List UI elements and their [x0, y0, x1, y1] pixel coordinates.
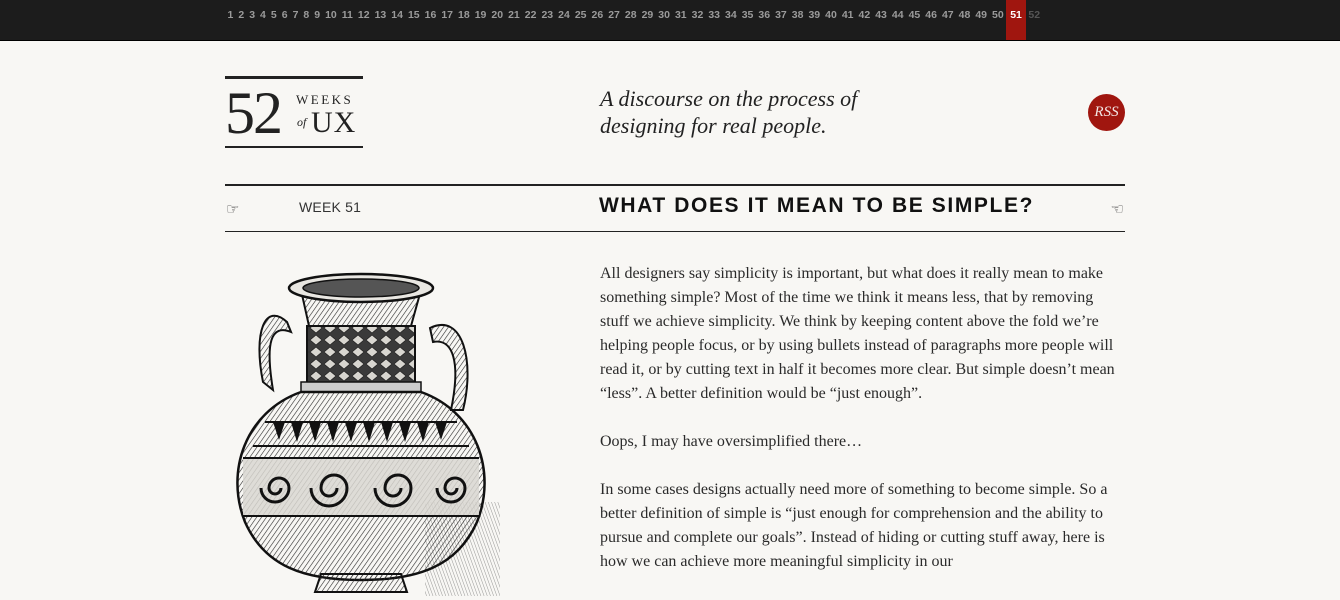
week-link-13[interactable]: 13: [374, 9, 387, 21]
week-navigation-bar: [0, 0, 1340, 41]
week-link-37[interactable]: 37: [775, 9, 787, 21]
week-link-17[interactable]: 17: [441, 9, 454, 21]
week-link-44[interactable]: 44: [891, 9, 904, 21]
week-link-3[interactable]: 3: [249, 9, 256, 21]
week-link-24[interactable]: 24: [558, 9, 570, 21]
week-link-8[interactable]: 8: [303, 9, 310, 21]
week-link-27[interactable]: 27: [608, 9, 620, 21]
week-link-42[interactable]: 42: [858, 9, 871, 21]
week-link-16[interactable]: 16: [424, 9, 437, 21]
site-tagline: [600, 85, 920, 139]
week-links: [225, 0, 1043, 30]
week-link-47[interactable]: 47: [941, 9, 954, 21]
week-link-41[interactable]: 41: [841, 9, 854, 21]
week-link-43[interactable]: 43: [875, 9, 887, 21]
week-link-52[interactable]: 52: [1028, 9, 1041, 21]
week-link-19[interactable]: 19: [474, 9, 487, 21]
week-link-29[interactable]: 29: [641, 9, 654, 21]
post-title: WHAT DOES IT MEAN TO BE SIMPLE?: [599, 194, 1034, 217]
week-link-34[interactable]: 34: [725, 9, 737, 21]
week-link-23[interactable]: 23: [541, 9, 554, 21]
week-link-11[interactable]: 11: [341, 9, 353, 21]
week-link-31[interactable]: 31: [674, 9, 687, 21]
pointing-hand-left-icon[interactable]: ☜: [1110, 200, 1124, 218]
week-link-28[interactable]: 28: [624, 9, 637, 21]
post-title-bar: [225, 184, 1125, 232]
week-link-46[interactable]: 46: [925, 9, 937, 21]
week-link-50[interactable]: 50: [992, 9, 1004, 21]
week-link-39[interactable]: 39: [808, 9, 821, 21]
week-link-40[interactable]: 40: [825, 9, 837, 21]
week-link-45[interactable]: 45: [908, 9, 921, 21]
week-link-30[interactable]: 30: [658, 9, 670, 21]
paragraph: In some cases designs actually need more of something to become simple. So a better definition of simple is “just enough for comprehension and the ability to pursue and complete our goals”. Instead of hiding or cutting stuff away, here is how we can achieve more meaningful simplicity in our: [600, 481, 1108, 570]
week-link-49[interactable]: 49: [975, 9, 988, 21]
week-link-26[interactable]: 26: [591, 9, 604, 21]
week-link-51[interactable]: 51: [1006, 0, 1026, 40]
week-link-33[interactable]: 33: [708, 9, 721, 21]
week-label: WEEK 51: [299, 199, 362, 215]
week-link-7[interactable]: 7: [292, 9, 299, 21]
logo-weeks-text: WEEKS: [296, 92, 354, 107]
post-body: [600, 262, 1125, 598]
paragraph: Oops, I may have oversimplified there…: [600, 433, 863, 450]
week-link-6[interactable]: 6: [281, 9, 288, 21]
week-link-21[interactable]: 21: [508, 9, 520, 21]
week-link-2[interactable]: 2: [238, 9, 245, 21]
rss-button[interactable]: RSS: [1088, 94, 1125, 131]
amphora-illustration: [225, 262, 505, 596]
week-link-18[interactable]: 18: [458, 9, 470, 21]
week-link-1[interactable]: 1: [227, 9, 234, 21]
week-link-36[interactable]: 36: [758, 9, 771, 21]
paragraph: All designers say simplicity is important, but what does it really mean to make something simple? Most of the time we think it means less, that by removing stuff we achieve simplicity. We think by keeping content above the fold we’re helping people focus, or by using bullets instead of paragraphs more people will read it, or by cutting text in half it becomes more clear. But simple doesn’t mean “less”. A better definition would be “just enough”.: [600, 265, 1115, 402]
pointing-hand-right-icon[interactable]: ☞: [226, 200, 240, 218]
week-link-14[interactable]: 14: [391, 9, 403, 21]
week-link-20[interactable]: 20: [491, 9, 504, 21]
week-link-48[interactable]: 48: [958, 9, 971, 21]
logo-of-text: of: [297, 115, 307, 129]
week-link-10[interactable]: 10: [325, 9, 337, 21]
tagline-line-1: A discourse on the process of: [600, 86, 858, 111]
week-link-35[interactable]: 35: [741, 9, 754, 21]
week-link-5[interactable]: 5: [270, 9, 277, 21]
week-link-4[interactable]: 4: [260, 9, 266, 21]
logo-ux-text: UX: [311, 106, 357, 139]
logo-number: 52: [225, 80, 281, 146]
site-logo[interactable]: [225, 76, 363, 148]
week-link-12[interactable]: 12: [357, 9, 370, 21]
week-link-38[interactable]: 38: [791, 9, 804, 21]
week-link-25[interactable]: 25: [574, 9, 587, 21]
week-link-15[interactable]: 15: [407, 9, 420, 21]
week-link-22[interactable]: 22: [524, 9, 537, 21]
week-link-32[interactable]: 32: [691, 9, 704, 21]
tagline-line-2: designing for real people.: [600, 113, 827, 138]
week-link-9[interactable]: 9: [314, 9, 321, 21]
